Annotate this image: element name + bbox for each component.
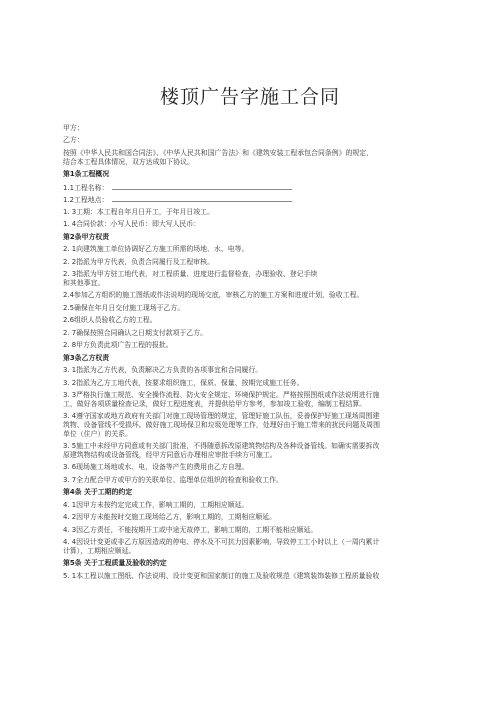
project-location-label: 1.2工程地点： (63, 196, 109, 205)
clause-line: 2.6组织人员验收乙方的工程。 (63, 316, 157, 325)
blank-underline (112, 183, 292, 190)
blank-underline (112, 195, 292, 202)
preamble-line: 按照《中华人民共和国合同法》、《中华人民共和国广告法》和《建筑安装工程承包合同条例》的规定， (63, 148, 374, 157)
clause-line: 3. 7全力配合甲方或甲方的关联单位、监理单位组织的检查和验收工作。 (63, 475, 283, 484)
clause-line: 4. 1因甲方未按约定完成工作，影响工期的，工期相应顺延。 (63, 500, 249, 509)
clause-line: 4. 3因乙方责任，不能按期开工或中途无故停工，影响工期的，工期不能相应顺延。 (63, 525, 318, 534)
clause-line: 单位（住户）的关系。 (63, 429, 132, 438)
clause-line: 和其他事宜。 (63, 278, 105, 287)
clause-line: 2. 7确保按照合同确认之日期支付款项于乙方。 (63, 328, 208, 337)
section-heading: 第2条甲方权责 (63, 232, 110, 241)
clause-line: 4. 2因甲方未能按时交施工现场给乙方，影响工期的，工期相应顺延。 (63, 513, 276, 522)
party-b-line: 乙方： (63, 136, 84, 145)
clause-line: 1. 3工期：本工程自年月日开工，于年月日竣工。 (63, 207, 214, 216)
section-heading: 第4条 关于工期的约定 (63, 488, 133, 497)
clause-line: 计算），工期相应顺延。 (63, 546, 136, 555)
clause-line: 2. 3指派为甲方驻工地代表，对工程质量、进度进行监督检查，办理验收、登记手续 (63, 270, 318, 279)
clause-line: 3. 5施工中未经甲方同意或有关部门批准，不得随意拆改原建筑物结构及各种设备管线。如确实需要拆改 (63, 442, 380, 451)
clause-line: 3. 3严格执行施工规范、安全操作流程、防火安全规定、环境保护规定。严格按照图纸或作法说明进行施 (63, 391, 380, 400)
clause-line: 2.5确保在年月日交付施工现场于乙方。 (63, 303, 185, 312)
clause-line (63, 195, 435, 203)
clause-line (63, 183, 435, 191)
party-a-line: 甲方： (63, 124, 84, 132)
project-name-label: 1.1工程名称： (63, 183, 109, 192)
clause-line: 1. 4合同价款：小写人民币：即大写人民币： (63, 220, 201, 229)
document-title: 楼顶广告字施工合同 (159, 86, 340, 108)
section-heading: 第1条工程概况 (63, 170, 110, 179)
clause-line: 5. 1本工程以施工图纸、作法说明、设计变更和国家制订的施工及验收规范《建筑装饰装修工程质量验收 (63, 571, 380, 580)
clause-line: 2. 1向建筑施工单位协调好乙方施工所需的场地、水、电等。 (63, 245, 249, 254)
clause-line: 3. 4遵守国家或地方政府有关部门对施工现场管理的规定，管理好施工队伍，妥善保护好施工现场周围建 (63, 412, 380, 421)
preamble-line: 结合本工程具体情况，双方达成如下协议。 (63, 157, 194, 166)
clause-line: 筑物、设备管线不受损坏。做好施工现场保卫和垃圾处理等工作，处理好由于施工带来的扰民问题及周围 (63, 420, 380, 429)
clause-line: 3. 2指派为乙方工地代表，按要求组织施工，保质、保量、按期完成施工任务。 (63, 378, 304, 387)
clause-line: 4. 4因设计变更或非乙方原因造成的停电、停水及不可抗力因素影响，导致停工工小时以上（一周内累计 (63, 538, 380, 547)
clause-line: 3. 6现场施工场地或水、电，设备等产生的费用由乙方自理。 (63, 463, 249, 472)
document-body (63, 124, 435, 584)
clause-line: 2.4参加乙方组织的施工图纸或作法说明的现场交底，审核乙方的施工方案和进度计划，验收工程。 (63, 291, 364, 300)
clause-line: 原建筑物结构或设备管线，经甲方同意后办理相应审批手续方可施工。 (63, 450, 277, 459)
section-heading: 第3条乙方权责 (63, 353, 110, 362)
clause-line: 2. 8甲方负责此项广告工程的报批。 (63, 341, 173, 350)
section-heading: 第5条 关于工程质量及验收的约定 (63, 559, 167, 568)
clause-line: 3. 1指派为乙方代表，负责解决乙方负责的各项事宜和合同履行。 (63, 366, 263, 375)
clause-line: 2. 2指派为甲方代表，负责合同履行及工程审核。 (63, 257, 214, 266)
clause-line: 工，做好各项质量检查记录，做好工程进度表，并提供给甲方参考，参加竣工验收，编制工程结算。 (63, 399, 367, 408)
